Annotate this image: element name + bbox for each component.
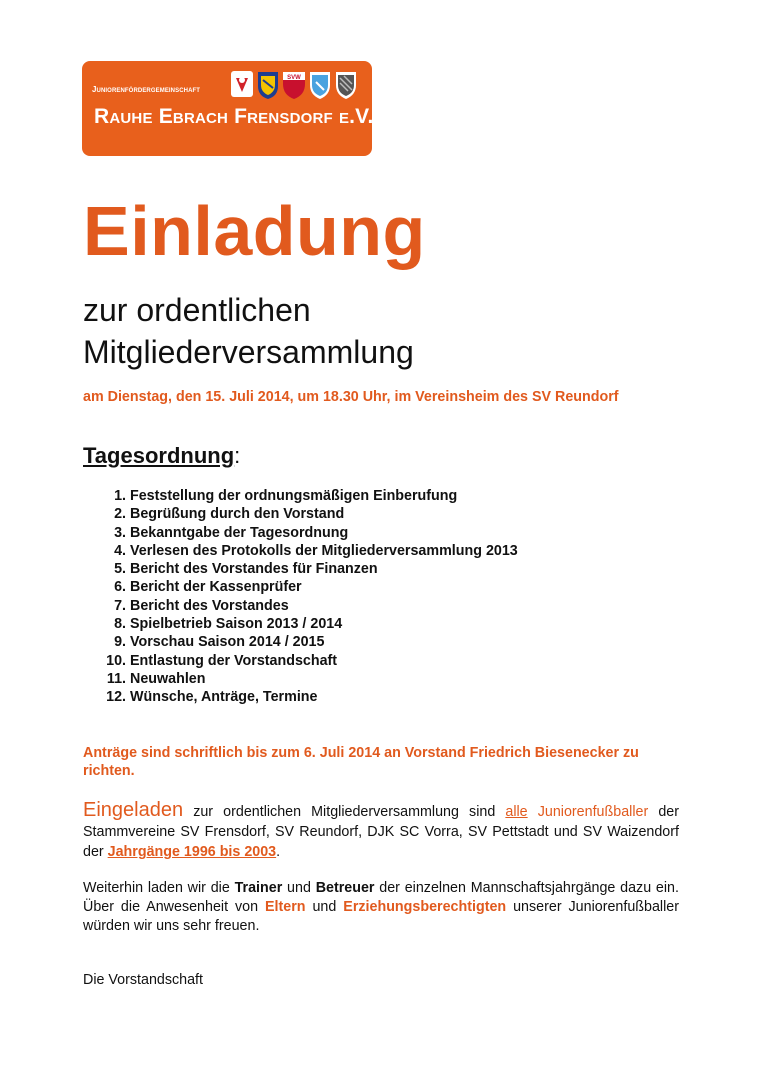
crest-2-icon [256, 70, 280, 100]
agenda-heading-text: Tagesordnung [83, 443, 235, 468]
further-text-5: unserer Juniorenfußballer würden wir uns sehr freuen. [83, 899, 679, 934]
invitation-alle: alle [505, 804, 528, 820]
list-item-number: 4. [114, 542, 126, 559]
invitation-end: . [276, 844, 281, 860]
list-item [104, 652, 518, 670]
invitation-paragraph [83, 800, 679, 862]
crest-3-label: SVW [287, 75, 301, 81]
list-item-text: Bericht des Vorstandes [130, 597, 289, 614]
further-text-2: und [282, 880, 316, 896]
invitation-lead: Eingeladen [83, 799, 184, 821]
further-paragraph [83, 879, 679, 936]
list-item-number: 9. [114, 634, 126, 651]
list-item-number: 8. [114, 616, 126, 633]
list-item [104, 542, 518, 560]
crest-4-icon [308, 70, 332, 100]
list-item-text: Entlastung der Vorstandschaft [130, 652, 338, 669]
list-item [104, 560, 518, 578]
list-item-number: 12. [106, 689, 126, 706]
club-logo [82, 61, 372, 156]
deadline-note: Anträge sind schriftlich bis zum 6. Juli 2014 an Vorstand Friedrich Biesenecker zu richten. [83, 745, 639, 779]
list-item [104, 633, 518, 651]
list-item-number: 2. [114, 506, 126, 523]
further-eltern: Eltern [265, 899, 306, 915]
list-item [104, 670, 518, 688]
signature: Die Vorstandschaft [83, 972, 204, 988]
list-item-text: Begrüßung durch den Vorstand [130, 506, 345, 523]
meeting-date-line: am Dienstag, den 15. Juli 2014, um 18.30 Uhr, im Vereinsheim des SV Reundorf [83, 389, 619, 405]
list-item-number: 11. [106, 670, 126, 687]
list-item-text: Bekanntgabe der Tagesordnung [130, 524, 349, 541]
crest-1-icon [230, 70, 254, 100]
subtitle-line-2: Mitgliederversammlung [83, 334, 414, 370]
list-item [104, 524, 518, 542]
crest-5-icon [334, 70, 358, 100]
page-title: Einladung [83, 192, 426, 270]
further-erziehungsberechtigte: Erziehungsberechtigten [343, 899, 507, 915]
invitation-juniors: Juniorenfußballer [527, 804, 649, 820]
further-betreuer: Betreuer [315, 880, 375, 896]
list-item-number: 3. [114, 524, 126, 541]
invitation-text-2: der Stammvereine SV Frensdorf, SV Reundorf, DJK SC Vorra, SV Pettstadt und SV Waizendorf der [83, 804, 679, 860]
further-trainer: Trainer [234, 880, 283, 896]
list-item [104, 487, 518, 505]
list-item [104, 688, 518, 706]
list-item-text: Bericht der Kassenprüfer [130, 579, 302, 596]
list-item-text: Neuwahlen [130, 670, 206, 687]
invitation-text-1: zur ordentlichen Mitgliederversammlung sind [183, 804, 506, 820]
list-item [104, 615, 518, 633]
list-item-text: Verlesen des Protokolls der Mitgliederversammlung 2013 [130, 542, 518, 559]
subtitle [83, 289, 414, 373]
agenda-heading [83, 443, 240, 469]
list-item-text: Spielbetrieb Saison 2013 / 2014 [130, 616, 343, 633]
list-item [104, 578, 518, 596]
agenda-list [104, 487, 518, 707]
list-item-number: 10. [106, 652, 126, 669]
list-item-number: 5. [114, 561, 126, 578]
list-item-text: Feststellung der ordnungsmäßigen Einberufung [130, 488, 458, 504]
subtitle-line-1: zur ordentlichen [83, 292, 311, 328]
list-item-number: 7. [114, 597, 126, 614]
crest-3-icon [282, 70, 306, 100]
logo-top-text: Juniorenfördergemeinschaft [92, 85, 201, 94]
logo-main-text: Rauhe Ebrach Frensdorf e.V. [94, 105, 374, 128]
further-text-4: und [305, 899, 344, 915]
agenda-heading-colon: : [234, 443, 241, 468]
list-item-text: Bericht des Vorstandes für Finanzen [130, 561, 378, 578]
further-text-3: der einzelnen Mannschaftsjahrgänge dazu ein. Über die Anwesenheit von [83, 880, 679, 915]
list-item-number: 6. [114, 579, 126, 596]
list-item-number: 1. [114, 488, 126, 504]
list-item-text: Wünsche, Anträge, Termine [130, 689, 318, 706]
invitation-years: Jahrgänge 1996 bis 2003 [107, 844, 277, 860]
list-item [104, 505, 518, 523]
list-item-text: Vorschau Saison 2014 / 2015 [130, 634, 325, 651]
further-text-1: Weiterhin laden wir die [83, 880, 235, 896]
list-item [104, 597, 518, 615]
